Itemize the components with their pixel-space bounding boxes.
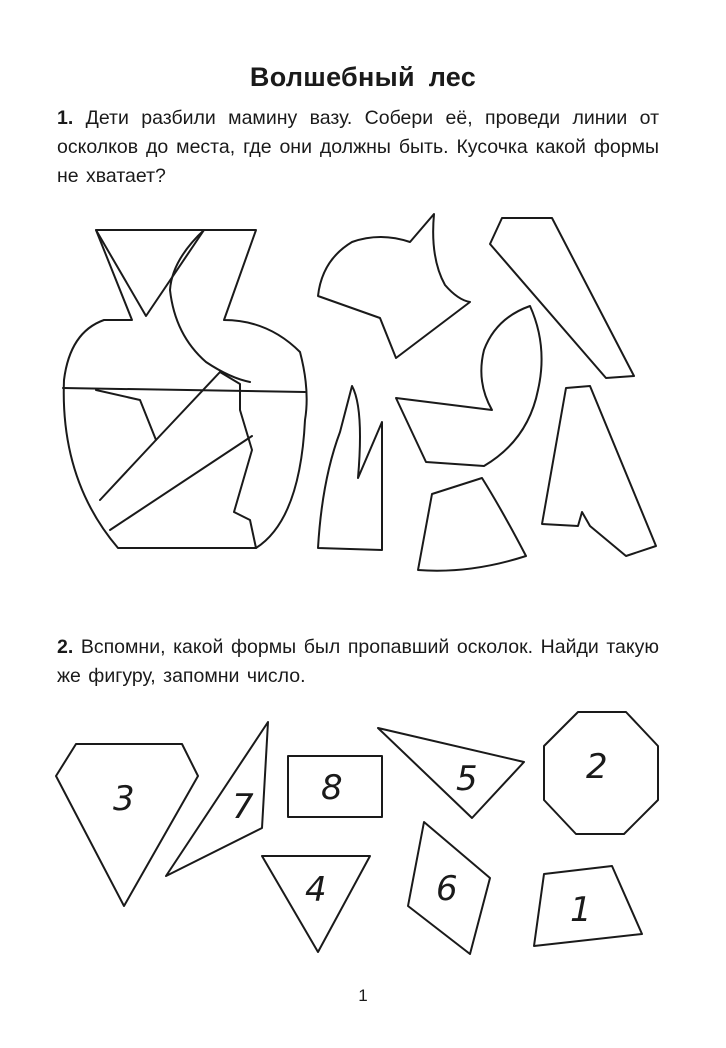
task-1-text: Дети разбили мамину вазу. Собери её, проведи линии от осколков до места, где они должны быть. Кусочка какой формы не хватает? <box>57 107 660 187</box>
vase-crack-2 <box>156 372 220 440</box>
page-number: 1 <box>358 986 368 1005</box>
vase-crack-3 <box>110 436 252 530</box>
shape-down-triangle-number: 4 <box>305 870 327 910</box>
shape-thin-triangle-number: 7 <box>232 787 254 827</box>
vase-crack-zigzag <box>220 372 256 548</box>
shard-fish <box>318 214 470 358</box>
task-2-text: Вспомни, какой формы был пропавший осколок. Найди такую же фигуру, запомни число. <box>57 636 659 687</box>
page-title: Волшебный лес <box>249 62 477 92</box>
task-2-number: 2. <box>57 636 74 658</box>
vase-crack-curve <box>170 230 250 382</box>
shard-long-wedge <box>490 218 634 378</box>
shard-crescent <box>396 306 542 466</box>
shard-fan <box>418 478 526 571</box>
vase-crack-1 <box>96 390 156 500</box>
shape-scalene-triangle-number: 5 <box>456 759 478 799</box>
shard-curved-left <box>318 386 382 550</box>
shape-scalene-triangle <box>378 728 524 818</box>
loose-shards <box>318 214 656 571</box>
shape-octagon-number: 2 <box>586 747 608 787</box>
task-2 <box>57 633 659 691</box>
task-1-number: 1. <box>57 107 74 129</box>
shape-parallelogram-number: 6 <box>436 869 458 909</box>
numbered-shapes <box>56 712 658 954</box>
shape-rectangle-number: 8 <box>321 768 343 808</box>
shard-right-tall <box>542 386 656 556</box>
shape-diamond <box>56 744 198 906</box>
shape-trapezoid-number: 1 <box>570 890 592 930</box>
broken-vase <box>63 230 307 548</box>
shape-diamond-number: 3 <box>113 779 135 819</box>
